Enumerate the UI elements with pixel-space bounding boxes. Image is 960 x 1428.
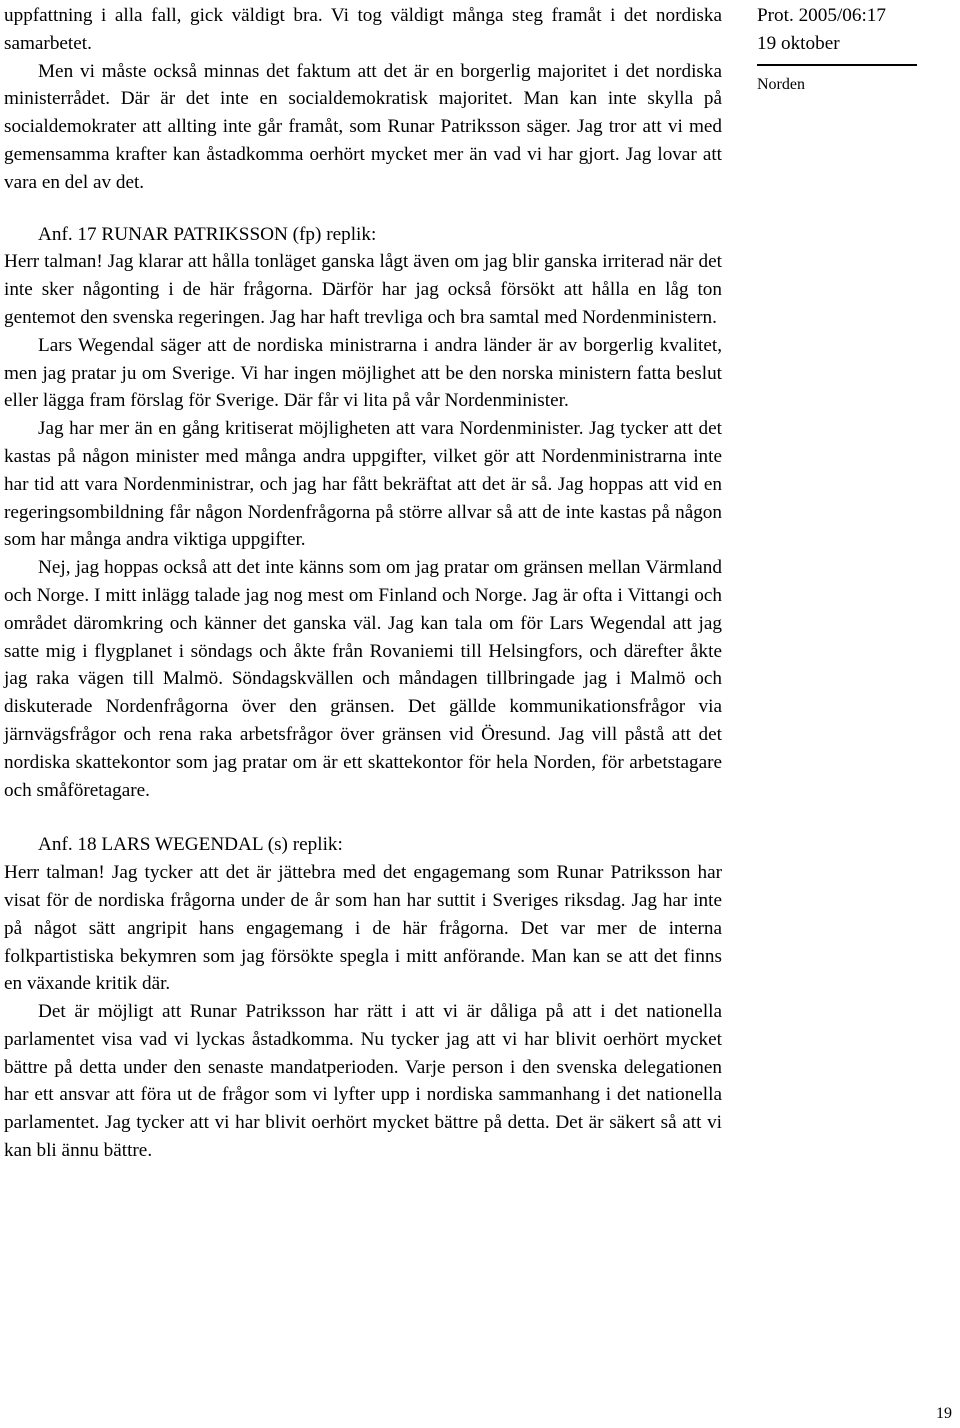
paragraph: Herr talman! Jag klarar att hålla tonläget ganska lågt även om jag blir ganska irriterad när det inte sker någonting i de här frågorna. Därför har jag också försökt att hålla en låg ton gentemot den svenska regeringen. Jag har haft trevliga och bra samtal med Nordenministern. [4,251,722,328]
sidebar-rule [757,64,917,66]
paragraph: Det är möjligt att Runar Patriksson har rätt i att vi är dåliga på att i det nationella parlamentet visa vad vi lyckas åstadkomma. Nu tycker jag att vi har blivit oerhört mycket bättre på detta under den senaste mandatperioden. Varje person i den svenska delegationen har ett ansvar att föra ut de frågor som vi lyfter upp i nordiska sammanhang i det nationella parlamentet. Jag tycker att vi har blivit oerhört mycket bättre på detta. Det är säkert så att vi kan bli ännu bättre. [4,1001,722,1162]
paragraph: Lars Wegendal säger att de nordiska ministrarna i andra länder är av borgerlig kvalitet, men jag pratar ju om Sverige. Vi har ingen möjlighet att be den norska ministern fatta beslut eller lägga fram förslag för Sverige. Där får vi lita på vår Nordenminister. [4,334,722,412]
page-number: 19 [936,1405,952,1422]
paragraph: Nej, jag hoppas också att det inte känns som om jag pratar om gränsen mellan Värmland och Norge. I mitt inlägg talade jag nog mest om Finland och Norge. Jag är ofta i Vittangi och området däromkring och känner det ganska väl. Jag kan tala om för Lars Wegendal att jag satte mig i flygplanet i söndags och åkte från Rovaniemi till Helsingfors, och därefter åkte jag raka vägen till Malmö. Söndagskvällen och måndagen tillbringade jag i Malmö och diskuterade Nordenfrågorna över den gränsen. Det gällde kommunikationsfrågor via järnvägsfrågor och rena raka arbetsfrågor över gränsen vid Öresund. Jag vill påstå att det nordiska skattekontor som jag pratar om är ett skattekontor för hela Norden, för arbetstagare och småföretagare. [4,557,722,801]
spacer [4,804,722,831]
spacer [4,197,722,221]
paragraph-continuation: uppfattning i alla fall, gick väldigt bra. Vi tog väldigt många steg framåt i det nordiska samarbetet. [4,5,722,54]
paragraph: Men vi måste också minnas det faktum att det är en borgerlig majoritet i det nordiska ministerrådet. Där är det inte en socialdemokratisk majoritet. Man kan inte skylla på socialdemokrater att allting inte går framåt, som Runar Patriksson säger. Jag tror att vi med gemensamma krafter kan åstadkomma oerhört mycket mer än vad vi har gjort. Jag lovar att vara en del av det. [4,60,722,193]
protocol-number: Prot. 2005/06:17 [757,5,886,26]
protocol-body [4,2,722,1165]
section-label: Norden [757,75,805,93]
paragraph: Jag har mer än en gång kritiserat möjligheten att vara Nordenminister. Jag tycker att det kastas på någon minister med många andra uppgifter, vilket gör att Nordenministrarna inte har tid att vara Nordenministrar, och jag har fått bekräftat att det är så. Jag hoppas att vid en regeringsombildning får någon Nordenfrågorna på större allvar så att de inte kastas på någon som har många andra viktiga uppgifter. [4,418,722,551]
speaker-heading-18: Anf. 18 LARS WEGENDAL (s) replik: [38,834,343,856]
margin-sidebar [757,2,957,96]
paragraph: Herr talman! Jag tycker att det är jättebra med det engagemang som Runar Patriksson har visat för de nordiska frågorna under de år som han har suttit i Sveriges riksdag. Jag har inte på något sätt angripit hans engagemang i de här frågorna. Det var mer de interna folkpartistiska bekymren som jag försökte spegla i mitt anförande. Man kan se att det finns en växande kritik där. [4,862,722,995]
speaker-heading-17: Anf. 17 RUNAR PATRIKSSON (fp) replik: [38,223,377,245]
protocol-date: 19 oktober [757,32,840,54]
